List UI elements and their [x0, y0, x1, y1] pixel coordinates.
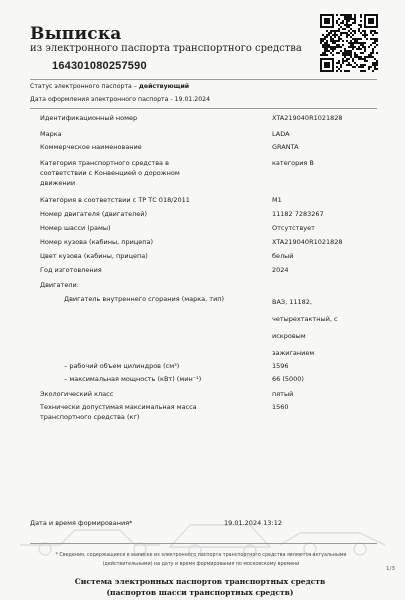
system-name	[30, 576, 370, 598]
system-name-line1: Система электронных паспортов транспортных средств	[74, 577, 326, 586]
row-label: Категория транспортного средства в соответствии с Конвенцией о дорожном движении	[40, 159, 180, 187]
row-label: Экологический класс	[40, 390, 114, 398]
row-label: Год изготовления	[40, 266, 102, 274]
document-subtitle: из электронного паспорта транспортного средства	[30, 43, 302, 54]
page-number: 1/3	[386, 566, 395, 572]
status-label: Статус электронного паспорта –	[30, 83, 139, 90]
row-value: категория B	[272, 159, 314, 167]
row-value: ВАЗ, 11182, четырехтактный, с искровым зажиганием	[272, 298, 338, 357]
row-label: Номер шасси (рамы)	[40, 224, 111, 232]
formed-label: Дата и время формирования*	[30, 519, 133, 527]
row-label: Двигатель внутреннего сгорания (марка, тип)	[64, 295, 225, 303]
row-label: Номер кузова (кабины, прицепа)	[40, 238, 154, 246]
row-label: Цвет кузова (кабины, прицепа)	[40, 252, 148, 260]
qr-code-icon	[320, 14, 378, 72]
row-label: Марка	[40, 130, 62, 138]
system-name-line2: (паспортов шасси транспортных средств)	[106, 588, 294, 597]
row-value: 11182 7283267	[272, 210, 324, 218]
row-value: XTA219040R1021828	[272, 238, 343, 246]
row-value: белый	[272, 252, 294, 260]
row-label: Категория в соответствии с ТР ТС 018/2011	[40, 196, 190, 204]
issue-date: Дата оформления электронного паспорта - 19.01.2024	[30, 96, 211, 103]
row-label: Двигатели:	[40, 281, 79, 289]
row-value: XTA219040R1021828	[272, 114, 343, 122]
divider	[30, 79, 377, 80]
row-value: пятый	[272, 390, 294, 398]
row-value: GRANTA	[272, 143, 299, 151]
divider	[30, 543, 377, 544]
formed-value: 19.01.2024 13:12	[224, 519, 283, 527]
row-value: 1596	[272, 362, 289, 370]
divider	[30, 108, 377, 109]
row-value: 1560	[272, 403, 289, 411]
row-label: Идентификационный номер	[40, 114, 138, 122]
row-value: Отсутствует	[272, 224, 315, 232]
row-value: M1	[272, 196, 282, 204]
row-label: – максимальная мощность (кВт) (мин⁻¹)	[64, 375, 202, 383]
row-value: 66 (5000)	[272, 375, 304, 383]
status-value: действующий	[138, 83, 190, 90]
row-label: Коммерческое наименование	[40, 143, 142, 151]
status-line	[30, 83, 189, 90]
row-label: Технически допустимая максимальная масса транспортного средства (кг)	[40, 403, 197, 421]
footnote: * Сведения, содержащиеся в выписке из электронного паспорта транспортного средства являются актуальными (действительными) на дату и время формирования по московскому времени	[55, 553, 347, 567]
row-label: – рабочий объем цилиндров (см³)	[64, 362, 180, 370]
document-title: Выписка	[30, 24, 122, 44]
row-label: Номер двигателя (двигателей)	[40, 210, 148, 218]
passport-number: 164301080257590	[52, 60, 147, 72]
row-value: 2024	[272, 266, 289, 274]
row-value: LADA	[272, 130, 290, 138]
